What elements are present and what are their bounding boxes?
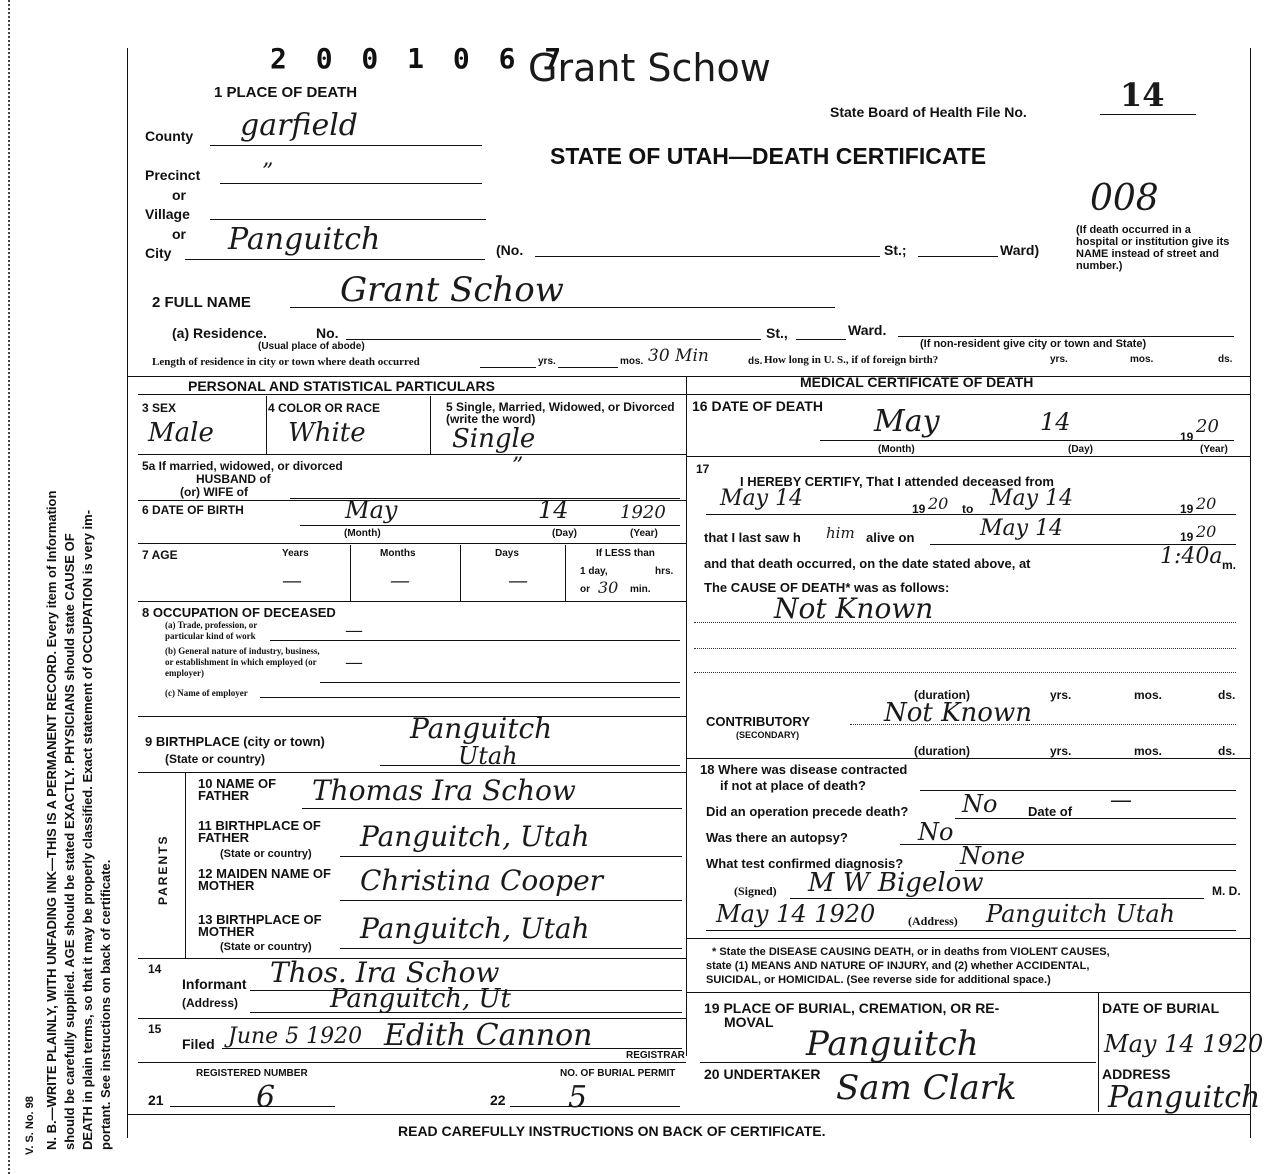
burial-place: Panguitch bbox=[806, 1024, 979, 1064]
mother-bp-line bbox=[340, 948, 682, 949]
length-yrs-line bbox=[480, 367, 536, 368]
how-long-mos: mos. bbox=[1130, 354, 1154, 365]
city-no-line bbox=[535, 256, 880, 257]
village-label: Village bbox=[145, 206, 190, 222]
file-number-line bbox=[1100, 114, 1196, 115]
operation-line bbox=[955, 818, 1236, 819]
marital-value: Single bbox=[452, 424, 536, 454]
mother-bp-sc: (State or country) bbox=[220, 941, 312, 953]
or-1: or bbox=[172, 187, 186, 203]
sign-address-line bbox=[706, 930, 1236, 931]
duration-2-yrs: yrs. bbox=[1050, 744, 1072, 758]
row-line-6 bbox=[138, 772, 686, 773]
test-value: None bbox=[960, 842, 1026, 870]
dob-month: May bbox=[345, 496, 398, 524]
contributory-label: CONTRIBUTORY bbox=[706, 714, 810, 729]
occupation-b-value: — bbox=[345, 652, 363, 673]
med-row-1 bbox=[686, 456, 1250, 457]
dob-month-cap: (Month) bbox=[344, 528, 381, 539]
length-value: 30 Min bbox=[648, 346, 709, 366]
to-19: 19 bbox=[1180, 502, 1194, 516]
full-name-label: 2 FULL NAME bbox=[152, 294, 251, 311]
footer-instructions: READ CAREFULLY INSTRUCTIONS ON BACK OF CERTIFICATE. bbox=[398, 1123, 826, 1139]
informant-address-label: (Address) bbox=[182, 996, 239, 1010]
color-value: White bbox=[288, 418, 366, 448]
contributory-value: Not Known bbox=[884, 698, 1032, 728]
occupation-a-line bbox=[270, 640, 680, 641]
nonresident-note: (If non-resident give city or town and State) bbox=[920, 338, 1147, 350]
side-instructions-2: should be carefully supplied. AGE should be stated EXACTLY. PHYSICIANS should state CAUSE OF bbox=[62, 533, 77, 1150]
side-instructions-4: portant. See instructions on back of certificate. bbox=[98, 859, 113, 1150]
father-name: Thomas Ira Schow bbox=[312, 774, 576, 807]
secondary-label: (SECONDARY) bbox=[736, 730, 800, 740]
residence-line bbox=[346, 339, 761, 340]
alive-19: 19 bbox=[1180, 530, 1194, 544]
row-line-9 bbox=[138, 1062, 686, 1063]
informant-address-line bbox=[250, 1012, 682, 1013]
dod-year-cap: (Year) bbox=[1200, 444, 1228, 455]
burial-prefix: 22 bbox=[490, 1092, 506, 1108]
from-year: 20 bbox=[928, 494, 949, 513]
spouse-label-2: HUSBAND of bbox=[196, 472, 271, 486]
spouse-label-3: (or) WIFE of bbox=[180, 485, 248, 499]
burial-permit: 5 bbox=[568, 1080, 588, 1115]
burial-permit-label: NO. OF BURIAL PERMIT bbox=[560, 1068, 676, 1079]
city-line bbox=[185, 259, 485, 260]
burial-date-divider bbox=[1098, 992, 1099, 1112]
spouse-label-1: 5a If married, widowed, or divorced bbox=[142, 459, 343, 473]
father-bp-line bbox=[340, 856, 682, 857]
dod-month-cap: (Month) bbox=[878, 444, 915, 455]
registrar-name: Edith Cannon bbox=[384, 1018, 593, 1053]
row-line-4 bbox=[138, 601, 686, 602]
dod-year-prefix: 19 bbox=[1180, 430, 1194, 444]
father-bp-label: 11 BIRTHPLACE OF FATHER bbox=[198, 818, 321, 845]
parents-divider bbox=[185, 772, 186, 958]
to-year: 20 bbox=[1196, 494, 1217, 513]
informant-num: 14 bbox=[148, 962, 162, 976]
state-board-label: State Board of Health File No. bbox=[830, 104, 1027, 120]
left-border bbox=[127, 48, 128, 1138]
cause-label: The CAUSE OF DEATH* was as follows: bbox=[704, 580, 950, 595]
age-years: — bbox=[282, 568, 302, 592]
last-saw-label: that I last saw h bbox=[704, 530, 801, 545]
row-line-3 bbox=[138, 543, 686, 544]
length-residence-label: Length of residence in city or town where death occurred bbox=[152, 356, 420, 368]
side-instructions-3: DEATH in plain terms, so that it may be properly classified. Exact statement of OCCUPATION is very im- bbox=[80, 509, 95, 1150]
to-label: to bbox=[962, 502, 974, 516]
reg-prefix: 21 bbox=[148, 1092, 164, 1108]
color-label: 4 COLOR OR RACE bbox=[268, 401, 381, 415]
reg-number-label: REGISTERED NUMBER bbox=[196, 1068, 308, 1079]
informant-value: Thos. Ira Schow bbox=[270, 956, 500, 989]
full-name-line bbox=[290, 307, 835, 308]
dob-day: 14 bbox=[538, 496, 569, 524]
mother-bp-label: 13 BIRTHPLACE OF MOTHER bbox=[198, 912, 322, 939]
hospital-note: (If death occurred in a hospital or institution give its NAME instead of street and number.) bbox=[1076, 224, 1230, 272]
min: min. bbox=[630, 584, 651, 595]
duration-1-mos: mos. bbox=[1134, 688, 1163, 702]
occupation-a: (a) Trade, profession, or particular kind of work bbox=[165, 620, 258, 641]
residence-ward-line bbox=[898, 336, 1234, 337]
sex-divider bbox=[266, 396, 267, 454]
not-at-place-label: if not at place of death? bbox=[720, 778, 866, 793]
alive-date: May 14 bbox=[980, 516, 1064, 541]
age-months-label: Months bbox=[380, 548, 416, 559]
occupation-c: (c) Name of employer bbox=[165, 688, 248, 698]
sign-address-label: (Address) bbox=[908, 914, 958, 928]
mother-bp: Panguitch, Utah bbox=[360, 912, 590, 945]
full-name-value: Grant Schow bbox=[340, 270, 564, 310]
top-right-scribble: 008 bbox=[1090, 178, 1159, 219]
cause-value: Not Known bbox=[774, 592, 934, 625]
contributory-line bbox=[850, 724, 1236, 725]
burial-place-line bbox=[700, 1062, 1096, 1063]
medical-heading: MEDICAL CERTIFICATE OF DEATH bbox=[800, 374, 1034, 390]
duration-1: (duration) bbox=[914, 688, 970, 702]
registrar-label: REGISTRAR bbox=[626, 1050, 685, 1061]
informant-label: Informant bbox=[182, 976, 247, 992]
undertaker-name: Sam Clark bbox=[836, 1068, 1017, 1108]
or-min: or bbox=[580, 584, 590, 595]
attended-from: May 14 bbox=[720, 486, 804, 511]
date-of-label: Date of bbox=[1028, 804, 1073, 819]
md-label: M. D. bbox=[1212, 884, 1241, 898]
dod-day: 14 bbox=[1040, 408, 1071, 436]
color-divider bbox=[430, 396, 431, 454]
signed-value: M W Bigelow bbox=[808, 868, 984, 898]
birthplace-label: 9 BIRTHPLACE (city or town) bbox=[145, 734, 325, 749]
undertaker-label: 20 UNDERTAKER bbox=[704, 1066, 821, 1082]
operation-label: Did an operation precede death? bbox=[706, 804, 909, 819]
dob-day-cap: (Day) bbox=[552, 528, 578, 539]
death-time-m: m. bbox=[1222, 558, 1237, 572]
filed-line bbox=[222, 1048, 682, 1049]
cause-line-2 bbox=[694, 648, 1236, 649]
duration-1-yrs: yrs. bbox=[1050, 688, 1072, 702]
far-left-dotted bbox=[8, 0, 10, 1174]
signed-label: (Signed) bbox=[734, 884, 777, 898]
reg-number: 6 bbox=[256, 1080, 276, 1115]
sex-label: 3 SEX bbox=[142, 401, 177, 415]
precinct-label: Precinct bbox=[145, 167, 201, 183]
dod-label: 16 DATE OF DEATH bbox=[692, 398, 823, 414]
mother-name-line bbox=[340, 900, 682, 901]
autopsy-line bbox=[900, 844, 1236, 845]
duration-2: (duration) bbox=[914, 744, 970, 758]
alive-on-label: alive on bbox=[866, 530, 915, 545]
dob-line bbox=[300, 525, 680, 526]
occupation-b: (b) General nature of industry, business, or establishment in which employed (or employer) bbox=[165, 646, 320, 678]
place-of-death-label: 1 PLACE OF DEATH bbox=[214, 84, 358, 101]
burial-line bbox=[510, 1106, 680, 1107]
row-line-1 bbox=[138, 454, 686, 455]
less-than: If LESS than bbox=[596, 548, 655, 559]
dob-year-cap: (Year) bbox=[630, 528, 658, 539]
length-mos: mos. bbox=[620, 356, 644, 367]
duration-1-ds: ds. bbox=[1218, 688, 1236, 702]
certificate-title: STATE OF UTAH—DEATH CERTIFICATE bbox=[550, 143, 987, 169]
dod-month: May bbox=[874, 404, 940, 439]
age-div-2 bbox=[460, 545, 461, 601]
test-label: What test confirmed diagnosis? bbox=[706, 856, 904, 871]
alive-year: 20 bbox=[1196, 522, 1217, 541]
cause-line-3 bbox=[694, 672, 1236, 673]
age-label: 7 AGE bbox=[142, 548, 178, 562]
vs-number: V. S. No. 98 bbox=[24, 1096, 36, 1155]
residence-label: (a) Residence. bbox=[172, 325, 267, 341]
cause-line-1 bbox=[694, 622, 1236, 623]
length-mos-line bbox=[558, 367, 618, 368]
county-label: County bbox=[145, 128, 194, 144]
dod-year: 20 bbox=[1196, 416, 1219, 437]
father-name-line bbox=[302, 808, 682, 809]
city-st-line bbox=[918, 256, 998, 257]
birthplace-state-caption: (State or country) bbox=[165, 752, 266, 766]
parents-label: PARENTS bbox=[156, 834, 170, 905]
father-name-label: 10 NAME OF FATHER bbox=[198, 776, 277, 803]
hrs: hrs. bbox=[655, 566, 674, 577]
residence-ward-label: Ward. bbox=[848, 322, 887, 338]
father-bp: Panguitch, Utah bbox=[360, 820, 590, 853]
med-row-3 bbox=[686, 938, 1250, 939]
occupation-c-line bbox=[260, 697, 680, 698]
med-row-2 bbox=[686, 758, 1250, 759]
occupation-label: 8 OCCUPATION OF DECEASED bbox=[142, 605, 336, 620]
removal-label: MOVAL bbox=[724, 1014, 774, 1030]
informant-address: Panguitch, Ut bbox=[330, 984, 511, 1014]
autopsy-value: No bbox=[918, 818, 954, 846]
duration-2-mos: mos. bbox=[1134, 744, 1163, 758]
residence-st-line bbox=[796, 339, 846, 340]
mother-name: Christina Cooper bbox=[360, 864, 604, 897]
where-contracted-label: 18 Where was disease contracted bbox=[700, 762, 908, 777]
burial-place-label: 19 PLACE OF BURIAL, CREMATION, OR RE- bbox=[704, 1000, 1000, 1016]
one-day: 1 day, bbox=[580, 566, 608, 577]
undertaker-address-label: ADDRESS bbox=[1102, 1066, 1171, 1082]
birthplace-line bbox=[380, 765, 680, 766]
spouse-value: ” bbox=[512, 454, 524, 479]
or-2: or bbox=[172, 226, 186, 242]
signed-line bbox=[790, 898, 1204, 899]
personal-heading: PERSONAL AND STATISTICAL PARTICULARS bbox=[188, 378, 495, 394]
precinct-line bbox=[220, 183, 482, 184]
dod-day-cap: (Day) bbox=[1068, 444, 1094, 455]
middle-divider bbox=[686, 376, 687, 1056]
file-number: 14 bbox=[1120, 76, 1165, 114]
handwritten-name-top: Grant Schow bbox=[528, 46, 771, 90]
filed-num: 15 bbox=[148, 1022, 162, 1036]
father-bp-sc: (State or country) bbox=[220, 848, 312, 860]
right-border bbox=[1250, 48, 1251, 1138]
n17: 17 bbox=[696, 462, 710, 476]
section-heading-line bbox=[138, 394, 1250, 395]
age-days-label: Days bbox=[495, 548, 519, 559]
precinct-value: ” bbox=[262, 160, 274, 185]
length-yrs: yrs. bbox=[538, 356, 556, 367]
sign-address: Panguitch Utah bbox=[986, 900, 1176, 928]
age-years-label: Years bbox=[282, 548, 309, 559]
filed-label: Filed bbox=[182, 1036, 215, 1052]
age-div-3 bbox=[565, 545, 566, 601]
dod-line bbox=[820, 440, 1234, 441]
age-days: — bbox=[508, 568, 528, 592]
city-ward-label: Ward) bbox=[1000, 242, 1040, 258]
birthplace-city: Panguitch bbox=[410, 712, 553, 745]
dob-year: 1920 bbox=[620, 502, 666, 523]
bottom-border bbox=[127, 1114, 1250, 1115]
filed-date: June 5 1920 bbox=[228, 1024, 363, 1049]
note-line-1: * State the DISEASE CAUSING DEATH, or in deaths from VIOLENT CAUSES, bbox=[712, 946, 1110, 958]
attended-to: May 14 bbox=[990, 486, 1074, 511]
from-19: 19 bbox=[912, 502, 926, 516]
certify-text: I HEREBY CERTIFY, That I attended deceased from bbox=[740, 474, 1054, 489]
side-instructions-1: N. B.—WRITE PLAINLY, WITH UNFADING INK—THIS IS A PERMANENT RECORD. Every item of Information bbox=[44, 490, 59, 1150]
residence-no-label: No. bbox=[316, 325, 339, 341]
note-line-2: state (1) MEANS AND NATURE OF INJURY, and (2) whether ACCIDENTAL, bbox=[706, 960, 1090, 972]
city-label: City bbox=[145, 245, 172, 261]
county-value: garfield bbox=[240, 108, 358, 143]
mother-name-label: 12 MAIDEN NAME OF MOTHER bbox=[198, 866, 331, 893]
section-top-line bbox=[127, 376, 1250, 377]
undertaker-address: Panguitch bbox=[1108, 1080, 1261, 1115]
note-line-3: SUICIDAL, or HOMICIDAL. (See reverse side for additional space.) bbox=[706, 974, 1051, 986]
county-line bbox=[210, 145, 482, 146]
death-occurred-label: and that death occurred, on the date stated above, at bbox=[704, 556, 1031, 571]
residence-st-label: St., bbox=[766, 325, 788, 341]
attended-line bbox=[706, 514, 1236, 515]
row-line-2 bbox=[138, 500, 686, 501]
age-minutes: 30 bbox=[598, 578, 619, 597]
dob-label: 6 DATE OF BIRTH bbox=[142, 503, 244, 517]
village-line bbox=[210, 219, 486, 220]
how-long-ds: ds. bbox=[1218, 354, 1233, 365]
certificate-number: 2 0 0 1 0 6 7 bbox=[270, 42, 568, 75]
operation-value: No bbox=[962, 790, 998, 818]
occupation-b-line bbox=[320, 682, 680, 683]
age-div-1 bbox=[350, 545, 351, 601]
city-no-label: (No. bbox=[496, 242, 524, 258]
how-long-yrs: yrs. bbox=[1050, 354, 1068, 365]
birthplace-state: Utah bbox=[458, 742, 518, 770]
length-ds: ds. bbox=[748, 356, 763, 367]
med-row-4 bbox=[686, 992, 1250, 993]
date-burial-label: DATE OF BURIAL bbox=[1102, 1000, 1220, 1016]
date-of-value: — bbox=[1110, 788, 1132, 813]
usual-abode: (Usual place of abode) bbox=[258, 341, 365, 352]
occupation-a-value: — bbox=[345, 620, 363, 641]
reg-line bbox=[170, 1106, 335, 1107]
sex-value: Male bbox=[148, 418, 214, 448]
sign-date: May 14 1920 bbox=[716, 900, 876, 928]
age-months: — bbox=[390, 568, 410, 592]
last-saw-him: him bbox=[826, 524, 855, 542]
death-time: 1:40a bbox=[1160, 544, 1223, 569]
burial-date: May 14 1920 bbox=[1104, 1030, 1264, 1058]
duration-2-ds: ds. bbox=[1218, 744, 1236, 758]
city-st-label: St.; bbox=[884, 242, 907, 258]
marital-label: 5 Single, Married, Widowed, or Divorced (write the word) bbox=[446, 400, 675, 426]
autopsy-label: Was there an autopsy? bbox=[706, 830, 848, 845]
how-long-label: How long in U. S., if of foreign birth? bbox=[764, 354, 939, 366]
city-value: Panguitch bbox=[228, 222, 381, 257]
test-line bbox=[955, 870, 1236, 871]
